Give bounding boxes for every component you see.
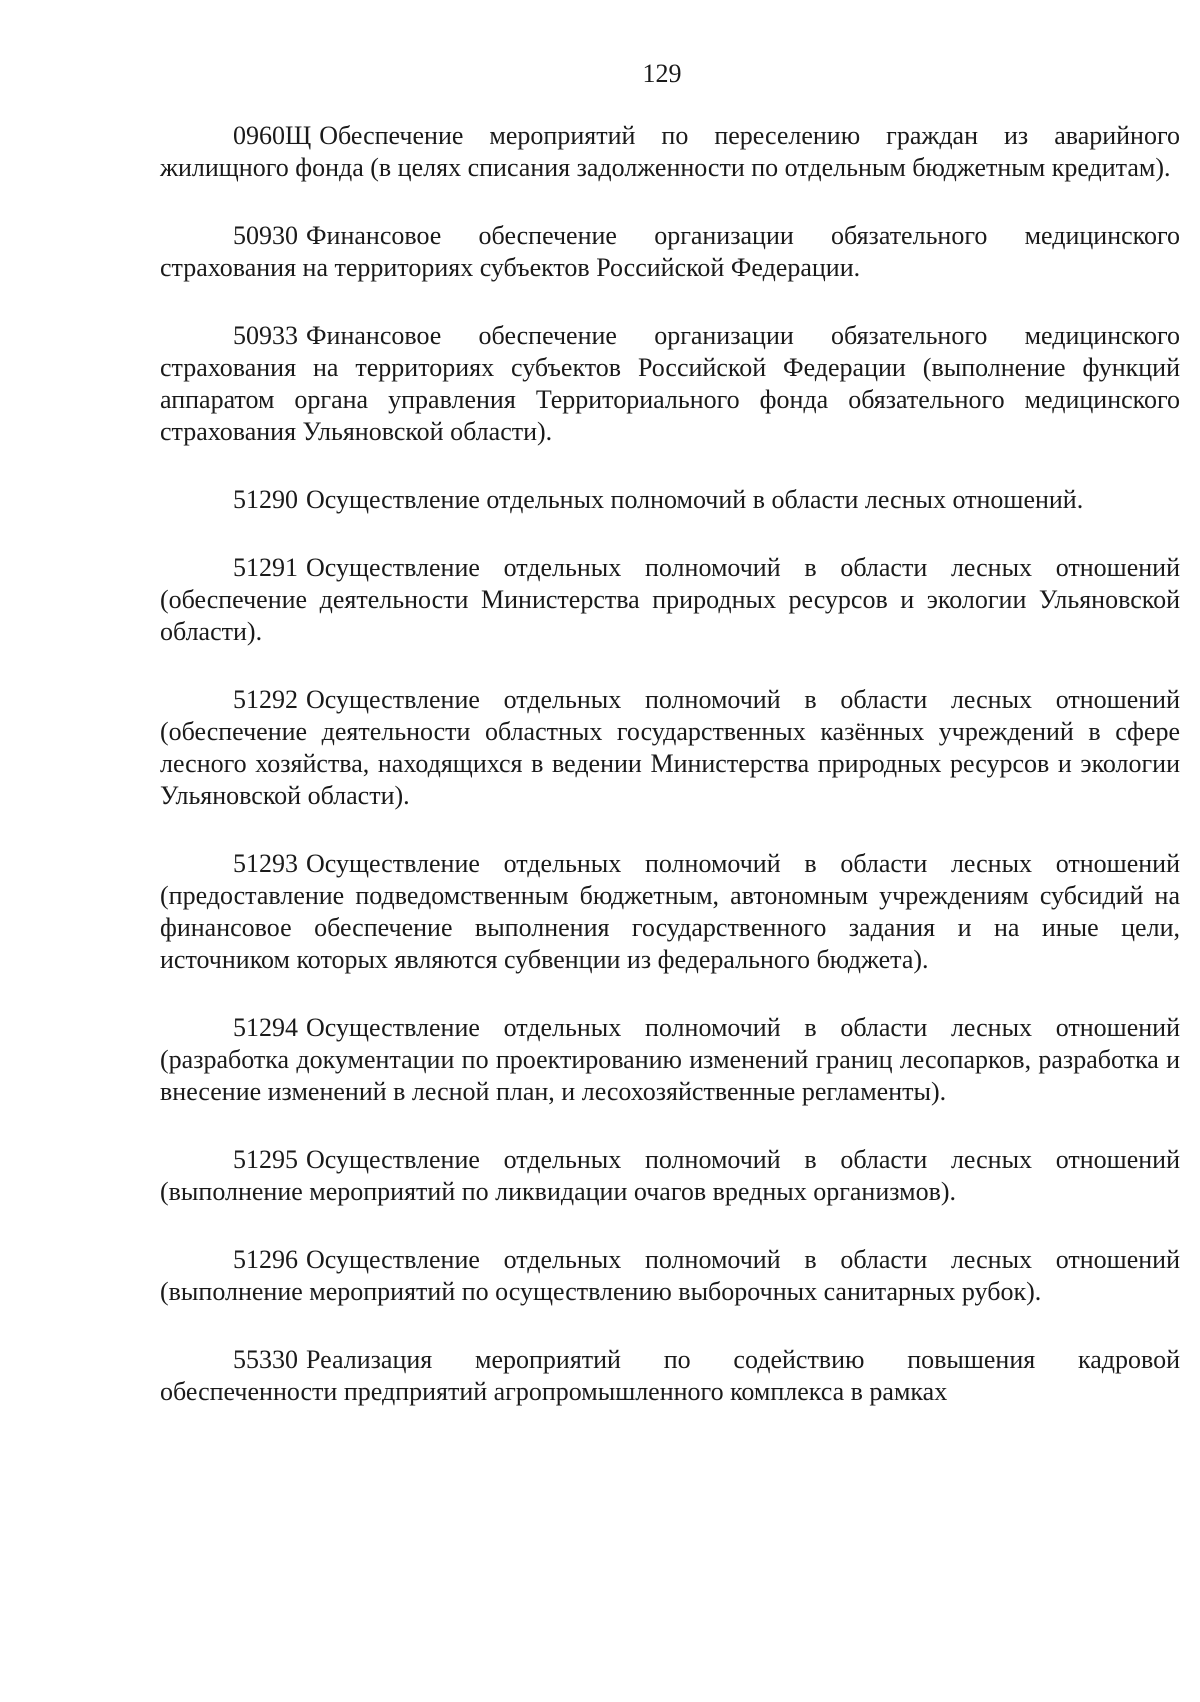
budget-code: 51292 xyxy=(233,685,298,714)
paragraph-55330 xyxy=(160,1344,1180,1408)
paragraph-text: Осуществление отдельных полномочий в области лесных отношений (обеспечение деятельности областных государственных казённых учреждений в сфере лесного хозяйства, находящихся в ведении Министерства природных ресурсов и экологии Ульяновской области). xyxy=(160,685,1180,810)
paragraph-50930 xyxy=(160,220,1180,284)
paragraph-50933 xyxy=(160,320,1180,448)
paragraph-51293 xyxy=(160,848,1180,976)
paragraph-text: Финансовое обеспечение организации обязательного медицинского страхования на территориях субъектов Российской Федерации. xyxy=(160,221,1180,282)
paragraph-51290 xyxy=(160,484,1180,516)
paragraph-text: Финансовое обеспечение организации обязательного медицинского страхования на территориях субъектов Российской Федерации (выполнение функций аппаратом органа управления Территориального фонда обязательного медицинского страхования Ульяновской области). xyxy=(160,321,1180,446)
paragraph-text: Осуществление отдельных полномочий в области лесных отношений (выполнение мероприятий по осуществлению выборочных санитарных рубок). xyxy=(160,1245,1180,1306)
paragraph-51291 xyxy=(160,552,1180,648)
budget-code: 51296 xyxy=(233,1245,298,1274)
budget-code: 50933 xyxy=(233,321,298,350)
budget-code: 51294 xyxy=(233,1013,298,1042)
paragraph-text: Осуществление отдельных полномочий в области лесных отношений (предоставление подведомственным бюджетным, автономным учреждениям субсидий на финансовое обеспечение выполнения государственного задания и на иные цели, источником которых являются субвенции из федерального бюджета). xyxy=(160,849,1180,974)
paragraph-51292 xyxy=(160,684,1180,812)
paragraph-51295 xyxy=(160,1144,1180,1208)
budget-code: 50930 xyxy=(233,221,298,250)
paragraph-text: Осуществление отдельных полномочий в области лесных отношений. xyxy=(306,485,1084,514)
page-number: 129 xyxy=(642,59,682,88)
paragraph-text: Обеспечение мероприятий по переселению граждан из аварийного жилищного фонда (в целях списания задолженности по отдельным бюджетным кредитам). xyxy=(160,121,1180,182)
budget-code: 51291 xyxy=(233,553,298,582)
paragraph-51296 xyxy=(160,1244,1180,1308)
budget-code: 51290 xyxy=(233,485,298,514)
paragraph-text: Осуществление отдельных полномочий в области лесных отношений (выполнение мероприятий по ликвидации очагов вредных организмов). xyxy=(160,1145,1180,1206)
paragraph-text: Осуществление отдельных полномочий в области лесных отношений (обеспечение деятельности Министерства природных ресурсов и экологии Ульяновской области). xyxy=(160,553,1180,646)
paragraph-text: Осуществление отдельных полномочий в области лесных отношений (разработка документации по проектированию изменений границ лесопарков, разработка и внесение изменений в лесной план, и лесохозяйственные регламенты). xyxy=(160,1013,1180,1106)
paragraph-51294 xyxy=(160,1012,1180,1108)
budget-code: 51295 xyxy=(233,1145,298,1174)
document-body xyxy=(160,120,1180,1408)
budget-code: 51293 xyxy=(233,849,298,878)
budget-code: 55330 xyxy=(233,1345,298,1374)
paragraph-0960sch xyxy=(160,120,1180,184)
budget-code: 0960Щ xyxy=(233,121,312,150)
paragraph-text: Реализация мероприятий по содействию повышения кадровой обеспеченности предприятий агропромышленного комплекса в рамках xyxy=(160,1345,1180,1406)
